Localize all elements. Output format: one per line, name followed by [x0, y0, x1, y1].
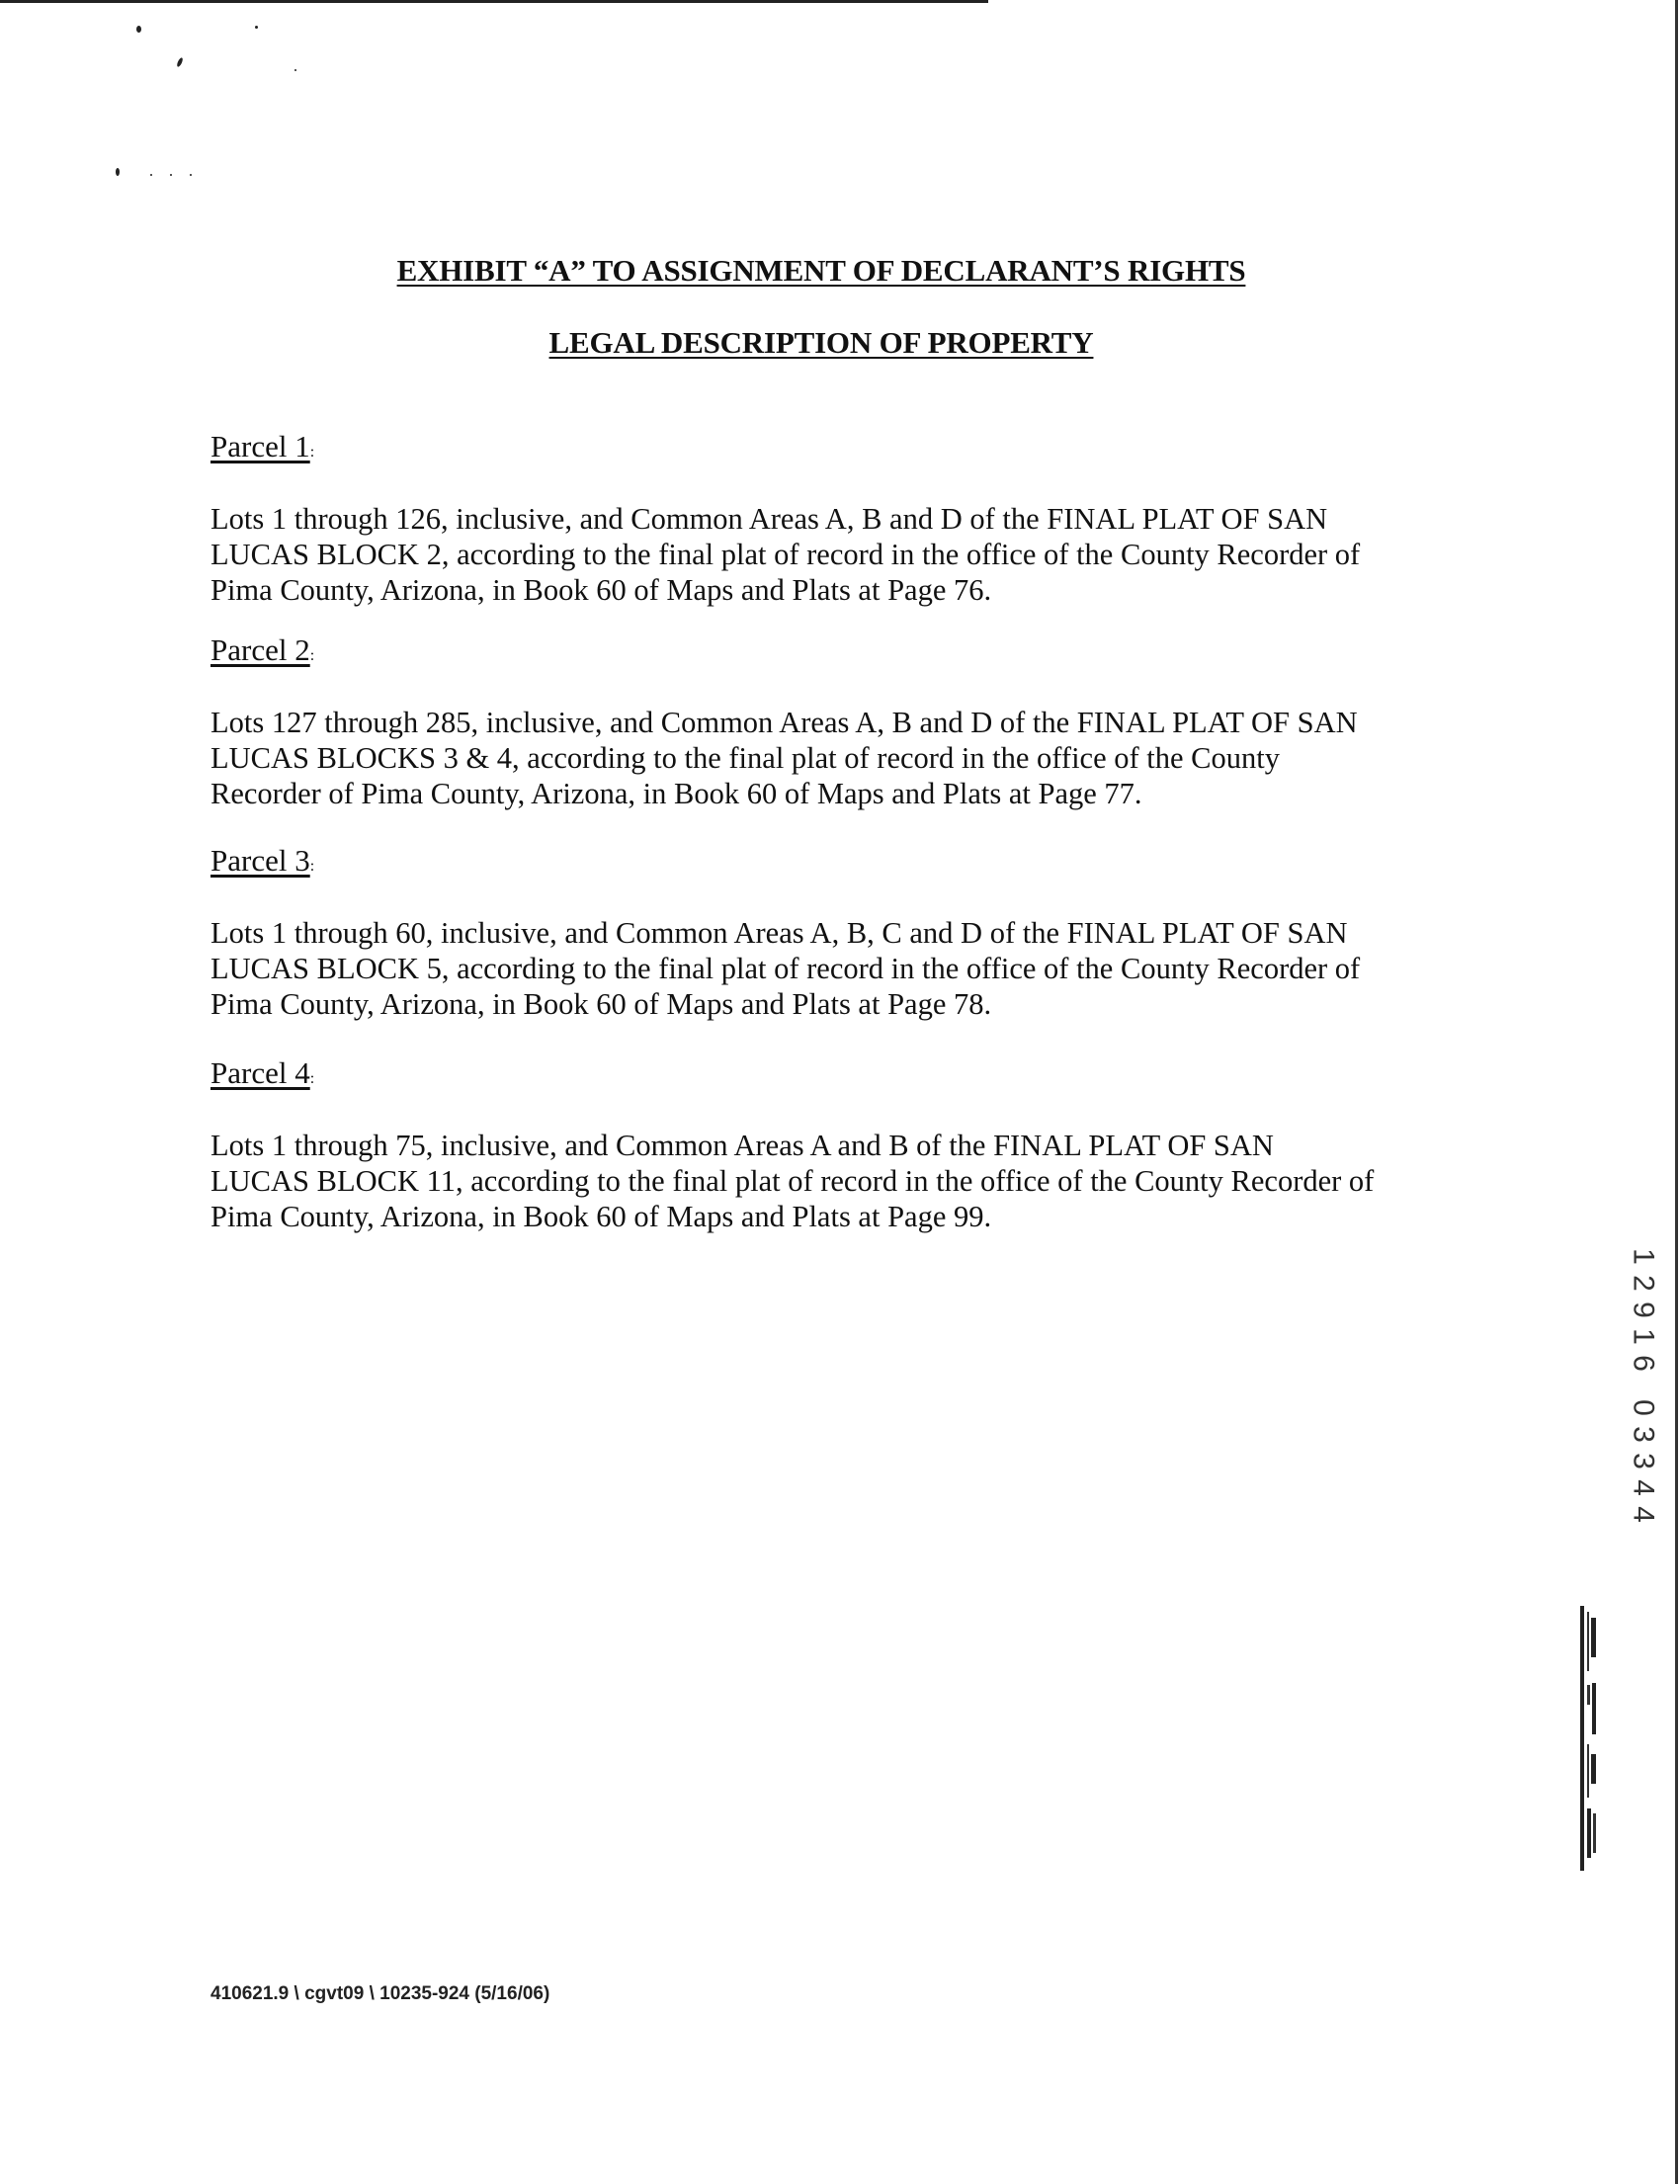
- parcel-text-line: Pima County, Arizona, in Book 60 of Maps and Plats at Page 99.: [210, 1200, 992, 1233]
- scan-speck: [136, 26, 141, 33]
- scan-right-edge: [1675, 0, 1678, 2184]
- parcel-label: Parcel 3: [210, 843, 310, 878]
- document-title-text: EXHIBIT “A” TO ASSIGNMENT OF DECLARANT’S RIGHTS: [396, 253, 1246, 288]
- parcel-text-line: LUCAS BLOCKS 3 & 4, according to the final plat of record in the office of the County: [210, 741, 1280, 775]
- stamp-digit: 6: [1627, 1355, 1660, 1372]
- parcel-label: Parcel 2: [210, 632, 310, 667]
- parcel-text-line: Lots 127 through 285, inclusive, and Common Areas A, B and D of the FINAL PLAT OF SAN: [210, 706, 1358, 739]
- stamp-digit: 0: [1627, 1399, 1660, 1416]
- scan-speck: [190, 174, 192, 176]
- scan-speck: [170, 174, 172, 176]
- vertical-barcode: [1578, 1606, 1600, 1871]
- scan-top-edge: [0, 0, 988, 3]
- document-subtitle: [0, 325, 1642, 361]
- parcel-label: Parcel 4: [210, 1055, 310, 1090]
- parcel-description: [210, 705, 1456, 811]
- parcel-section: Parcel 4: Lots 1 through 75, inclusive, and Common Areas A and B of the FINAL PLAT OF SAN LUCAS BLOCK 11, according to the final plat of record in the office of the County Recorder of Pima County, Arizona, in Book 60 of Maps and Plats at Page 99.: [210, 1055, 1456, 1234]
- stamp-digit: 9: [1627, 1302, 1660, 1318]
- parcel-text-line: LUCAS BLOCK 5, according to the final plat of record in the office of the County Recorder of: [210, 952, 1361, 985]
- scan-speck: [150, 174, 152, 176]
- parcel-text-line: Pima County, Arizona, in Book 60 of Maps and Plats at Page 76.: [210, 573, 992, 607]
- stamp-digit: 3: [1627, 1426, 1660, 1443]
- scan-speck: [255, 26, 258, 29]
- stamp-digit: 3: [1627, 1453, 1660, 1470]
- stamp-digit: 1: [1627, 1328, 1660, 1345]
- parcel-section: Parcel 2: Lots 127 through 285, inclusive, and Common Areas A, B and D of the FINAL PLAT OF SAN LUCAS BLOCKS 3 & 4, according to the final plat of record in the office of the County Recorder of Pima County, Arizona, in Book 60 of Maps and Plats at Page 77.: [210, 632, 1456, 811]
- parcel-text-line: Recorder of Pima County, Arizona, in Book 60 of Maps and Plats at Page 77.: [210, 777, 1142, 810]
- stamp-digit: 1: [1627, 1248, 1660, 1265]
- parcel-description: [210, 1128, 1456, 1234]
- document-title: [0, 253, 1642, 289]
- stamp-digit: 2: [1627, 1275, 1660, 1292]
- document-footer-code: 410621.9 \ cgvt09 \ 10235-924 (5/16/06): [210, 1983, 550, 2004]
- parcel-description: [210, 915, 1456, 1022]
- parcel-section: Parcel 1: Lots 1 through 126, inclusive, and Common Areas A, B and D of the FINAL PLAT OF SAN LUCAS BLOCK 2, according to the final plat of record in the office of the County Recorder of Pima County, Arizona, in Book 60 of Maps and Plats at Page 76.: [210, 429, 1456, 608]
- stamp-digit: 4: [1627, 1479, 1660, 1496]
- parcel-label: Parcel 1: [210, 429, 310, 463]
- recording-number-stamp: [1629, 1243, 1658, 1528]
- stamp-digit: 4: [1627, 1506, 1660, 1523]
- parcel-text-line: LUCAS BLOCK 2, according to the final plat of record in the office of the County Recorder of: [210, 538, 1361, 571]
- scan-speck: [294, 69, 296, 71]
- scan-speck: [176, 57, 184, 68]
- document-subtitle-text: LEGAL DESCRIPTION OF PROPERTY: [548, 325, 1094, 360]
- parcel-text-line: Lots 1 through 60, inclusive, and Common Areas A, B, C and D of the FINAL PLAT OF SAN: [210, 916, 1348, 950]
- parcel-text-line: Lots 1 through 75, inclusive, and Common Areas A and B of the FINAL PLAT OF SAN: [210, 1129, 1274, 1162]
- parcel-text-line: Lots 1 through 126, inclusive, and Common Areas A, B and D of the FINAL PLAT OF SAN: [210, 502, 1328, 536]
- parcel-text-line: LUCAS BLOCK 11, according to the final plat of record in the office of the County Recorder of: [210, 1164, 1375, 1198]
- parcel-text-line: Pima County, Arizona, in Book 60 of Maps and Plats at Page 78.: [210, 987, 992, 1021]
- scan-speck: [116, 168, 120, 176]
- parcel-section: Parcel 3: Lots 1 through 60, inclusive, and Common Areas A, B, C and D of the FINAL PLAT OF SAN LUCAS BLOCK 5, according to the final plat of record in the office of the County Recorder of Pima County, Arizona, in Book 60 of Maps and Plats at Page 78.: [210, 843, 1456, 1022]
- parcel-description: [210, 501, 1456, 608]
